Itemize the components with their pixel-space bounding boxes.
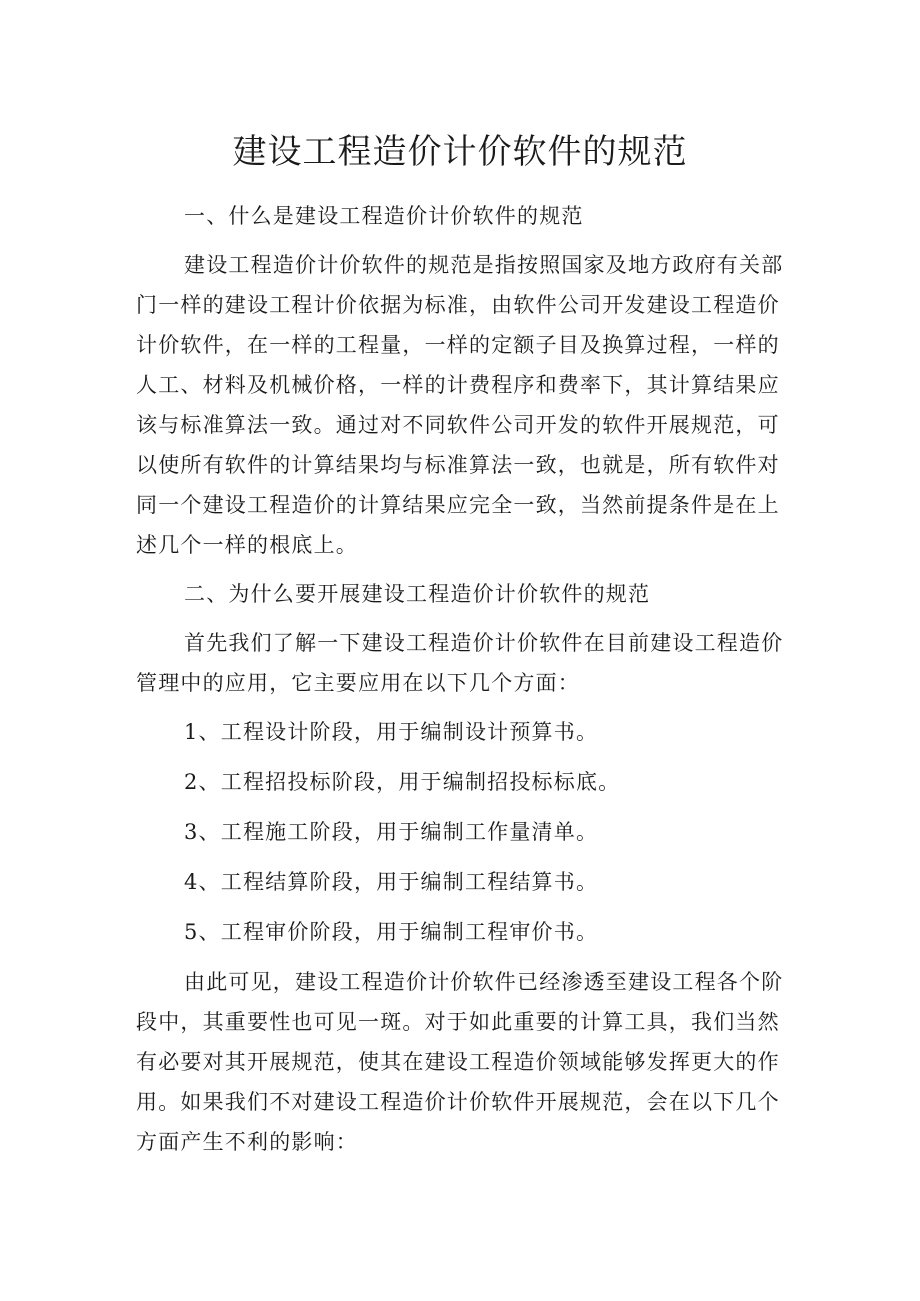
section-heading-2: 二、为什么要开展建设工程造价计价软件的规范 [184, 582, 651, 606]
list-item-design-stage: 1、工程设计阶段，用于编制设计预算书。 [184, 720, 599, 744]
paragraph-conclusion: 由此可见，建设工程造价计价软件已经渗透至建设工程各个阶段中，其重要性也可见一斑。对于如此重要的计算工具，我们当然有必要对其开展规范，使其在建设工程造价领域能够发挥更大的作用。如果我们不对建设工程造价计价软件开展规范，会在以下几个方面产生不利的影响： [136, 970, 784, 1154]
list-item-bidding-stage: 2、工程招投标阶段，用于编制招投标标底。 [184, 770, 621, 794]
section-heading-1: 一、什么是建设工程造价计价软件的规范 [184, 204, 584, 228]
list-item-settlement-stage: 4、工程结算阶段，用于编制工程结算书。 [184, 870, 599, 894]
list-item-audit-stage: 5、工程审价阶段，用于编制工程审价书。 [184, 920, 599, 944]
paragraph-definition: 建设工程造价计价软件的规范是指按照国家及地方政府有关部门一样的建设工程计价依据为标准，由软件公司开发建设工程造价计价软件，在一样的工程量，一样的定额子目及换算过程，一样的人工、材料及机械价格，一样的计费程序和费率下，其计算结果应该与标准算法一致。通过对不同软件公司开发的软件开展规范，可以使所有软件的计算结果均与标准算法一致，也就是，所有软件对同一个建设工程造价的计算结果应完全一致，当然前提条件是在上述几个一样的根底上。 [136, 253, 784, 557]
document-title: 建设工程造价计价软件的规范 [232, 132, 688, 172]
document-body [136, 196, 800, 1171]
paragraph-application-intro: 首先我们了解一下建设工程造价计价软件在目前建设工程造价管理中的应用，它主要应用在以下几个方面： [136, 631, 784, 695]
list-item-construction-stage: 3、工程施工阶段，用于编制工作量清单。 [184, 820, 599, 844]
